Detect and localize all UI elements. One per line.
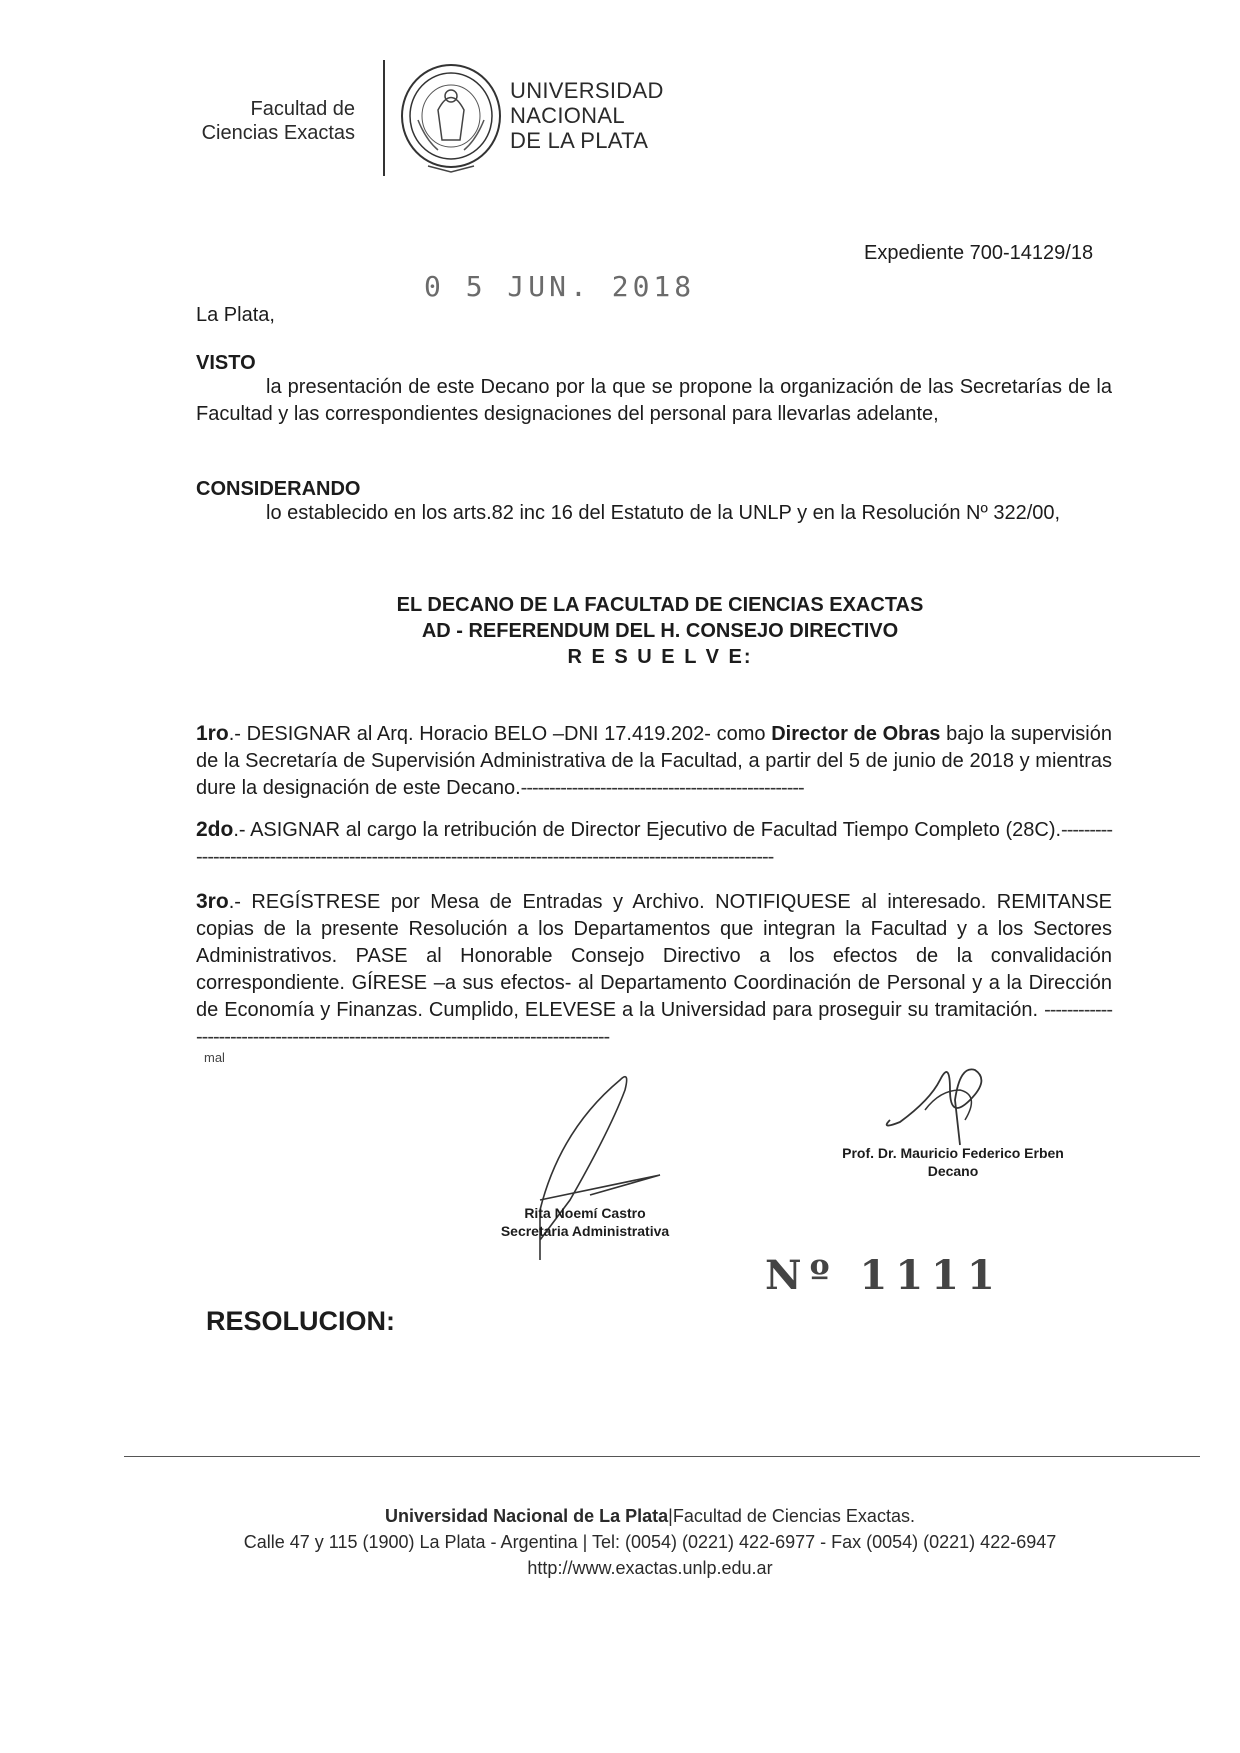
resolution-label: RESOLUCION:: [206, 1306, 395, 1336]
secretary-name: Rita Noemí Castro: [524, 1205, 646, 1221]
resolution-title: [0, 592, 1240, 670]
visto-text: la presentación de este Decano por la que se propone la organización de las Secretarías de la Facultad y las correspondientes designaciones del personal para llevarlas adelante,: [196, 376, 1112, 425]
footer-website: http://www.exactas.unlp.edu.ar: [527, 1558, 773, 1578]
footer-line-1: [200, 1504, 1100, 1528]
secretary-title: Secretaria Administrativa: [500, 1223, 670, 1239]
considerando-heading: CONSIDERANDO: [196, 478, 361, 500]
footer-divider: [124, 1456, 1200, 1457]
typist-initials: mal: [204, 1050, 225, 1065]
dean-signature-block: [828, 1144, 1078, 1180]
article-3-text: .- REGÍSTRESE por Mesa de Entradas y Archivo. NOTIFIQUESE al interesado. REMITANSE copias de la presente Resolución a los Departamentos que integran la Facultad y a los Sectores Administrativos. PASE al Honorable Consejo Directivo a los efectos de la convalidación correspondiente. GÍRESE –a sus efectos- al Departamento Coordinación de Personal y a la Dirección de Economía y Finanzas. Cumplido, ELEVESE a la Universidad para proseguir su tramitación.: [196, 891, 1112, 1021]
university-seal-icon: [398, 60, 504, 178]
place-label: La Plata,: [196, 304, 275, 326]
university-line-1: UNIVERSIDAD: [510, 78, 664, 103]
article-1-role: Director de Obras: [771, 723, 941, 745]
article-1-dashes: --------------------------------------------------: [520, 777, 804, 799]
date-stamp: 0 5 JUN. 2018: [424, 270, 696, 303]
title-line-3: R E S U E L V E:: [567, 646, 753, 668]
footer-faculty: |Facultad de Ciencias Exactas.: [668, 1506, 915, 1526]
dean-signature-icon: [880, 1060, 1000, 1150]
article-3: [196, 888, 1112, 1051]
article-2-dashes: ---------------------------------------------------------------------------------------------------------------: [196, 819, 1112, 868]
university-name: [510, 78, 664, 153]
title-line-2: AD - REFERENDUM DEL H. CONSEJO DIRECTIVO: [421, 620, 899, 642]
article-2: [196, 816, 1112, 871]
footer-university: Universidad Nacional de La Plata: [385, 1506, 669, 1526]
article-1-text-post: bajo la supervisión de la Secretaría de Supervisión Administrativa de la Facultad, a partir del 5 de junio de 2018 y mientras dure la designación de este Decano.: [196, 723, 1112, 799]
title-line-1: EL DECANO DE LA FACULTAD DE CIENCIAS EXACTAS: [396, 594, 924, 616]
header-divider: [383, 60, 385, 176]
resolution-number-stamp: Nº 1111: [765, 1252, 1003, 1299]
article-3-dashes: -------------------------------------------------------------------------------------: [196, 999, 1112, 1048]
article-2-number: 2do: [196, 818, 234, 841]
faculty-line-2: Ciencias Exactas: [201, 122, 355, 144]
faculty-line-1: Facultad de: [250, 98, 355, 120]
faculty-name: [150, 97, 355, 145]
university-line-2: NACIONAL: [510, 103, 625, 128]
dean-title: Decano: [927, 1163, 979, 1179]
university-line-3: DE LA PLATA: [510, 128, 649, 153]
article-1-text-pre: .- DESIGNAR al Arq. Horacio BELO –DNI 17.419.202- como: [228, 723, 772, 745]
secretary-signature-block: [470, 1204, 700, 1240]
article-1-number: 1ro: [196, 722, 229, 745]
article-3-number: 3ro: [196, 890, 229, 913]
secretary-signature-icon: [520, 1070, 680, 1270]
visto-heading: VISTO: [196, 352, 256, 374]
footer-address: Calle 47 y 115 (1900) La Plata - Argentina | Tel: (0054) (0221) 422-6977 - Fax (0054) (0221) 422-6947: [243, 1532, 1057, 1552]
dean-name: Prof. Dr. Mauricio Federico Erben: [842, 1145, 1064, 1161]
article-2-text: .- ASIGNAR al cargo la retribución de Director Ejecutivo de Facultad Tiempo Completo (28C).: [233, 819, 1062, 841]
article-1: [196, 720, 1112, 802]
expediente-number: Expediente 700-14129/18: [864, 242, 1094, 264]
considerando-text: lo establecido en los arts.82 inc 16 del Estatuto de la UNLP y en la Resolución Nº 322/00,: [266, 502, 1061, 524]
